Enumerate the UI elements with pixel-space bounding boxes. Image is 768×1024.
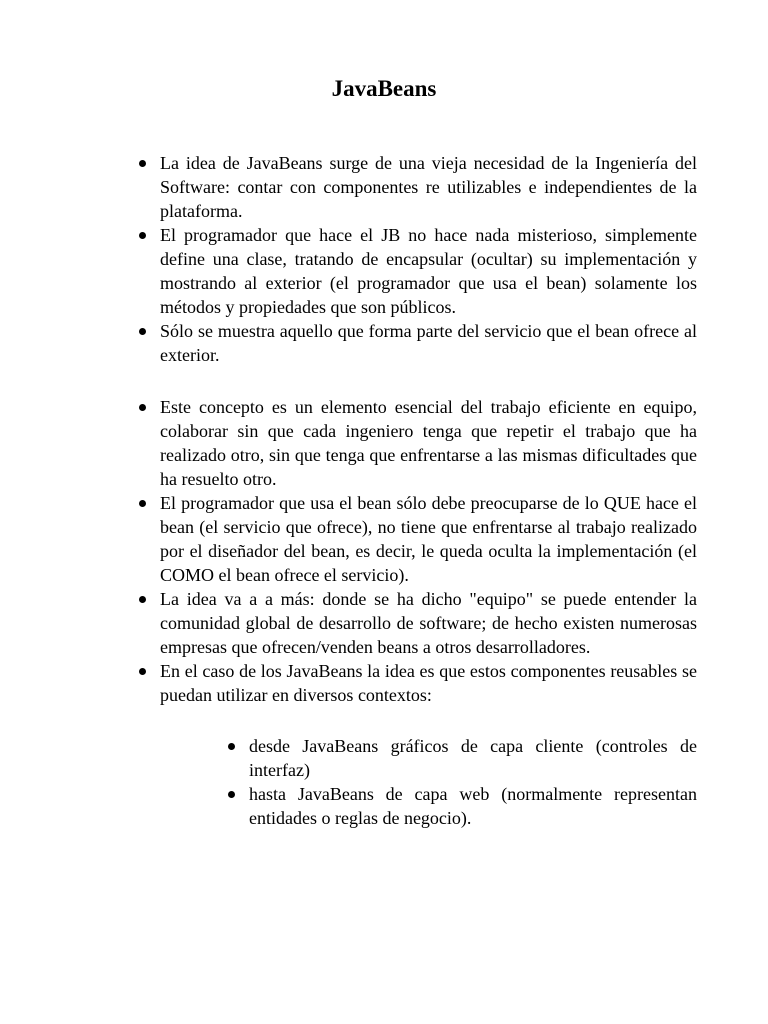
bullet-icon [139, 232, 146, 239]
list-item [160, 491, 697, 587]
list-item [160, 659, 697, 707]
bullet-icon [139, 404, 146, 411]
bullet-icon [139, 328, 146, 335]
bullet-icon [228, 743, 235, 750]
list-item [160, 587, 697, 659]
bullet-icon [139, 668, 146, 675]
list-item-text: Sólo se muestra aquello que forma parte del servicio que el bean ofrece al exterior. [160, 321, 697, 365]
list-item-text: El programador que usa el bean sólo debe preocuparse de lo QUE hace el bean (el servicio que ofrece), no tiene que enfrentarse al trabajo realizado por el diseñador del bean, es decir, le queda oculta la implementación (el COMO el bean ofrece el servicio). [160, 493, 697, 585]
sub-bullet-list [249, 734, 697, 830]
bullet-list-1 [160, 151, 697, 367]
sub-list-item [249, 782, 697, 830]
bullet-list-2 [160, 395, 697, 707]
list-item [160, 395, 697, 491]
sub-list-item-text: desde JavaBeans gráficos de capa cliente (controles de interfaz) [249, 736, 697, 780]
sub-list-item [249, 734, 697, 782]
bullet-icon [139, 596, 146, 603]
list-item-text: La idea va a a más: donde se ha dicho "equipo" se puede entender la comunidad global de desarrollo de software; de hecho existen numerosas empresas que ofrecen/venden beans a otros desarrolladores. [160, 589, 697, 657]
bullet-icon [139, 160, 146, 167]
list-item-text: En el caso de los JavaBeans la idea es que estos componentes reusables se puedan utilizar en diversos contextos: [160, 661, 697, 705]
list-item [160, 151, 697, 223]
list-item-text: El programador que hace el JB no hace nada misterioso, simplemente define una clase, tratando de encapsular (ocultar) su implementación y mostrando al exterior (el programador que usa el bean) solamente los métodos y propiedades que son públicos. [160, 225, 697, 317]
sub-list-item-text: hasta JavaBeans de capa web (normalmente representan entidades o reglas de negocio). [249, 784, 697, 828]
list-item [160, 223, 697, 319]
bullet-icon [228, 791, 235, 798]
page-title: JavaBeans [331, 76, 437, 101]
list-item-text: La idea de JavaBeans surge de una vieja necesidad de la Ingeniería del Software: contar con componentes re utilizables e independientes de la plataforma. [160, 153, 697, 221]
list-item-text: Este concepto es un elemento esencial del trabajo eficiente en equipo, colaborar sin que cada ingeniero tenga que repetir el trabajo que ha realizado otro, sin que tenga que enfrentarse a las mismas dificultades que ha resuelto otro. [160, 397, 697, 489]
bullet-icon [139, 500, 146, 507]
list-item [160, 319, 697, 367]
